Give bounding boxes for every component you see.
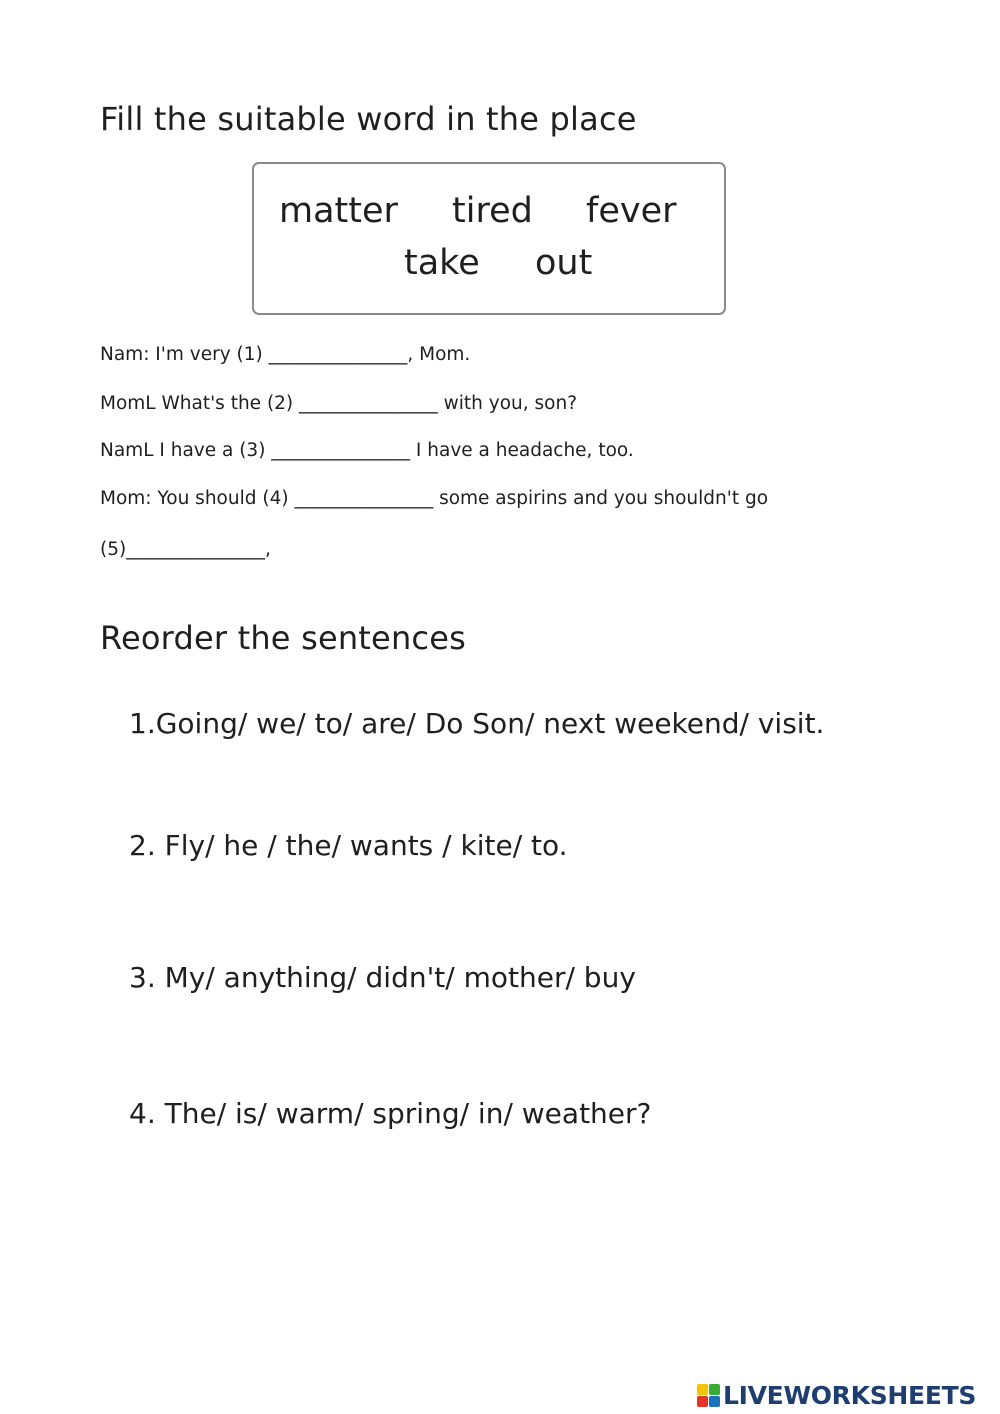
word-bank-item: out — [535, 243, 593, 283]
word-bank-item: tired — [452, 191, 533, 231]
brand-name: LIVEWORKSHEETS — [723, 1380, 977, 1410]
reorder-item-2: 2. Fly/ he / the/ wants / kite/ to. — [129, 829, 568, 862]
liveworksheets-logo — [697, 1378, 976, 1412]
reorder-item-4: 4. The/ is/ warm/ spring/ in/ weather? — [129, 1097, 652, 1130]
word-bank-item: matter — [279, 191, 398, 231]
dialogue-line-1[interactable]: Nam: I'm very (1) _______________, Mom. — [100, 344, 471, 365]
logo-square-v — [697, 1396, 708, 1407]
word-bank-item: fever — [586, 191, 677, 231]
dialogue-line-4[interactable]: Mom: You should (4) _______________ some aspirins and you shouldn't go — [100, 488, 769, 509]
logo-square-e — [709, 1396, 720, 1407]
reorder-item-1: 1.Going/ we/ to/ are/ Do Son/ next weekend/ visit. — [129, 707, 825, 740]
dialogue-line-3[interactable]: NamL I have a (3) _______________ I have a headache, too. — [100, 440, 634, 461]
logo-square-l — [697, 1384, 708, 1395]
logo-mark-icon — [697, 1384, 720, 1407]
word-bank-item: take — [404, 243, 480, 283]
dialogue-line-5[interactable]: (5)_______________, — [100, 539, 271, 560]
word-bank-box — [252, 162, 726, 315]
reorder-item-3: 3. My/ anything/ didn't/ mother/ buy — [129, 961, 636, 994]
logo-square-i — [709, 1384, 720, 1395]
section-heading-fill: Fill the suitable word in the place — [100, 100, 637, 138]
section-heading-reorder: Reorder the sentences — [100, 619, 466, 657]
dialogue-line-2[interactable]: MomL What's the (2) _______________ with you, son? — [100, 393, 578, 414]
